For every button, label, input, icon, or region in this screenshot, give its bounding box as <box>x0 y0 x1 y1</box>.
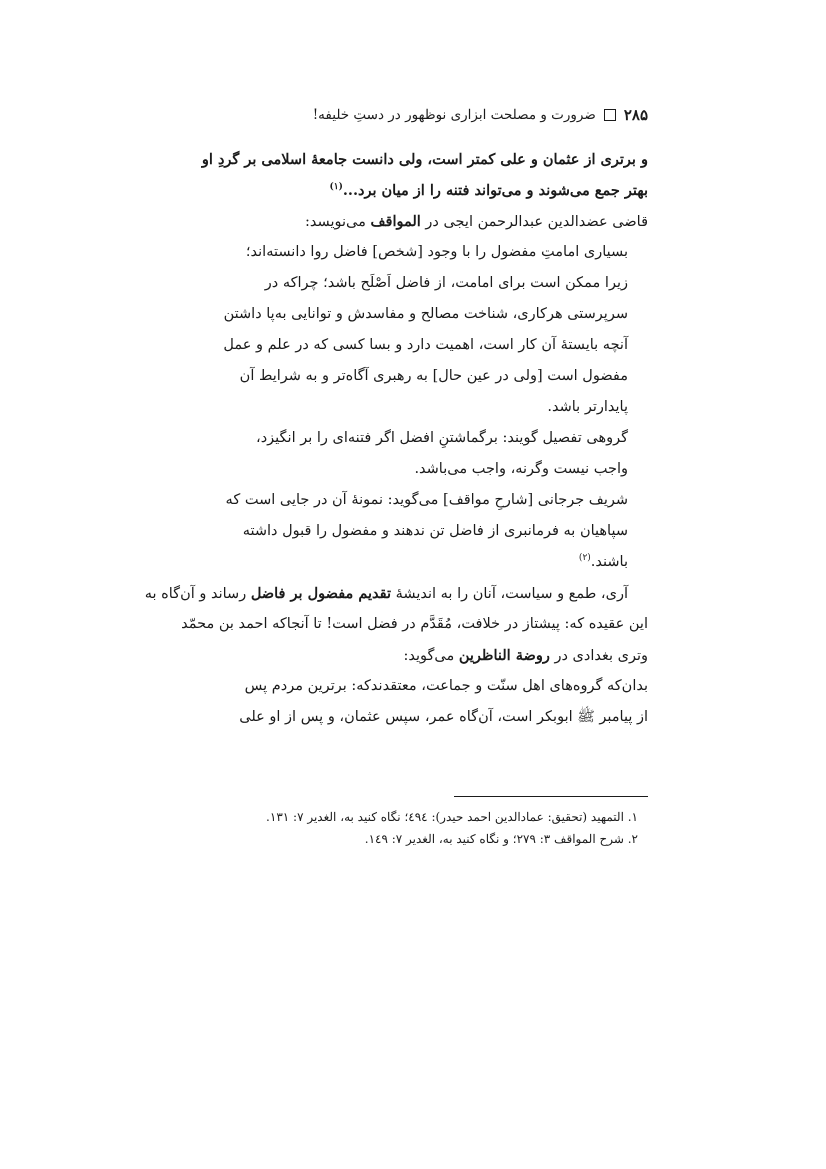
quote-line: بسیاری امامتِ مفضول را با وجود [شخص] فاضل روا دانسته‌اند؛ <box>245 244 628 260</box>
footnote-divider <box>454 796 648 797</box>
page-number: ۲۸۵ <box>623 106 648 124</box>
quote-line <box>176 547 648 578</box>
quote-line: زیرا ممکن است برای امامت، از فاضل اَصْلَح باشد؛ چراکه در <box>264 275 628 291</box>
text-line <box>176 206 648 237</box>
text-line <box>144 578 648 609</box>
book-title: روضة الناظرین <box>458 647 550 664</box>
quote-line: واجب نیست وگرنه، واجب می‌باشد. <box>414 461 628 477</box>
text-run: آری، طمع و سیاست، آنان را به اندیشهٔ <box>395 586 628 602</box>
quote-line: گروهی تفصیل گویند: برگماشتنِ افضل اگر فتنه‌ای را بر انگیزد، <box>256 430 628 446</box>
quote-line: سرپرستی هرکاری، شناخت مصالح و مفاسدش و توانایی به‌پا داشتن <box>223 306 628 322</box>
square-bullet-icon <box>604 109 616 121</box>
text-run: بهتر جمع می‌شوند و می‌تواند فتنه را از میان برد... <box>342 182 648 199</box>
footnote: ۲. شرح المواقف ۳: ۲۷۹؛ و نگاه کنید به، الغدیر ۷: ۱٤۹. <box>364 832 638 846</box>
bold-phrase: تقدیم مفضول بر فاضل <box>250 585 392 602</box>
text-run: می‌گوید: <box>403 648 455 664</box>
text-run: رساند و آن‌گاه به <box>144 586 247 602</box>
footnote-ref: (۱) <box>329 182 343 193</box>
running-header <box>176 100 648 130</box>
body-text <box>144 144 648 733</box>
book-title: المواقف <box>370 213 421 230</box>
quote-line: بدان‌که گروه‌های اهل سنّت و جماعت، معتقدندکه: برترین مردم پس <box>244 678 648 694</box>
quote-line: مفضول است [ولی در عین حال] به رهبری آگاه‌تر و به شرایط آن <box>239 368 628 384</box>
quote-line: آنچه بایستهٔ آن کار است، اهمیت دارد و بسا کسی که در علم و عمل <box>223 337 628 353</box>
text-run: قاضی عضدالدین عبدالرحمن ایجی در <box>425 214 648 230</box>
text-line: این عقیده که: پیشتاز در خلافت، مُقَدَّم در فضل است! تا آنجاکه احمد بن محمّد <box>181 616 648 632</box>
text-line <box>176 640 648 671</box>
quote-line: از پیامبر ﷺ ابوبکر است، آن‌گاه عمر، سپس عثمان، و پس از او علی <box>239 709 648 725</box>
text-run: وتری بغدادی در <box>554 648 648 664</box>
footnote-ref: (۲) <box>578 553 591 564</box>
quote-line: پایدارتر باشد. <box>547 399 628 415</box>
quote-line: سپاهیان به فرمانبری از فاضل تن ندهند و مفضول را قبول داشته <box>242 523 628 539</box>
quote-line: شریف جرجانی [شارحِ مواقف] می‌گوید: نمونهٔ آن در جایی است که <box>225 492 628 508</box>
text-line: و برتری از عثمان و علی کمتر است، ولی دانست جامعهٔ اسلامی بر گردِ او <box>201 151 648 168</box>
footnote: ۱. التمهید (تحقیق: عمادالدین احمد حیدر): ٤٩٤؛ نگاه کنید به، الغدیر ۷: ۱۳۱. <box>266 810 638 824</box>
footnotes <box>176 806 648 850</box>
header-title: ضرورت و مصلحت ابزاری نوظهور در دستِ خلیفه! <box>312 107 596 123</box>
text-line <box>176 175 648 206</box>
text-run: می‌نویسد: <box>305 214 366 230</box>
text-run: باشند. <box>590 554 628 570</box>
